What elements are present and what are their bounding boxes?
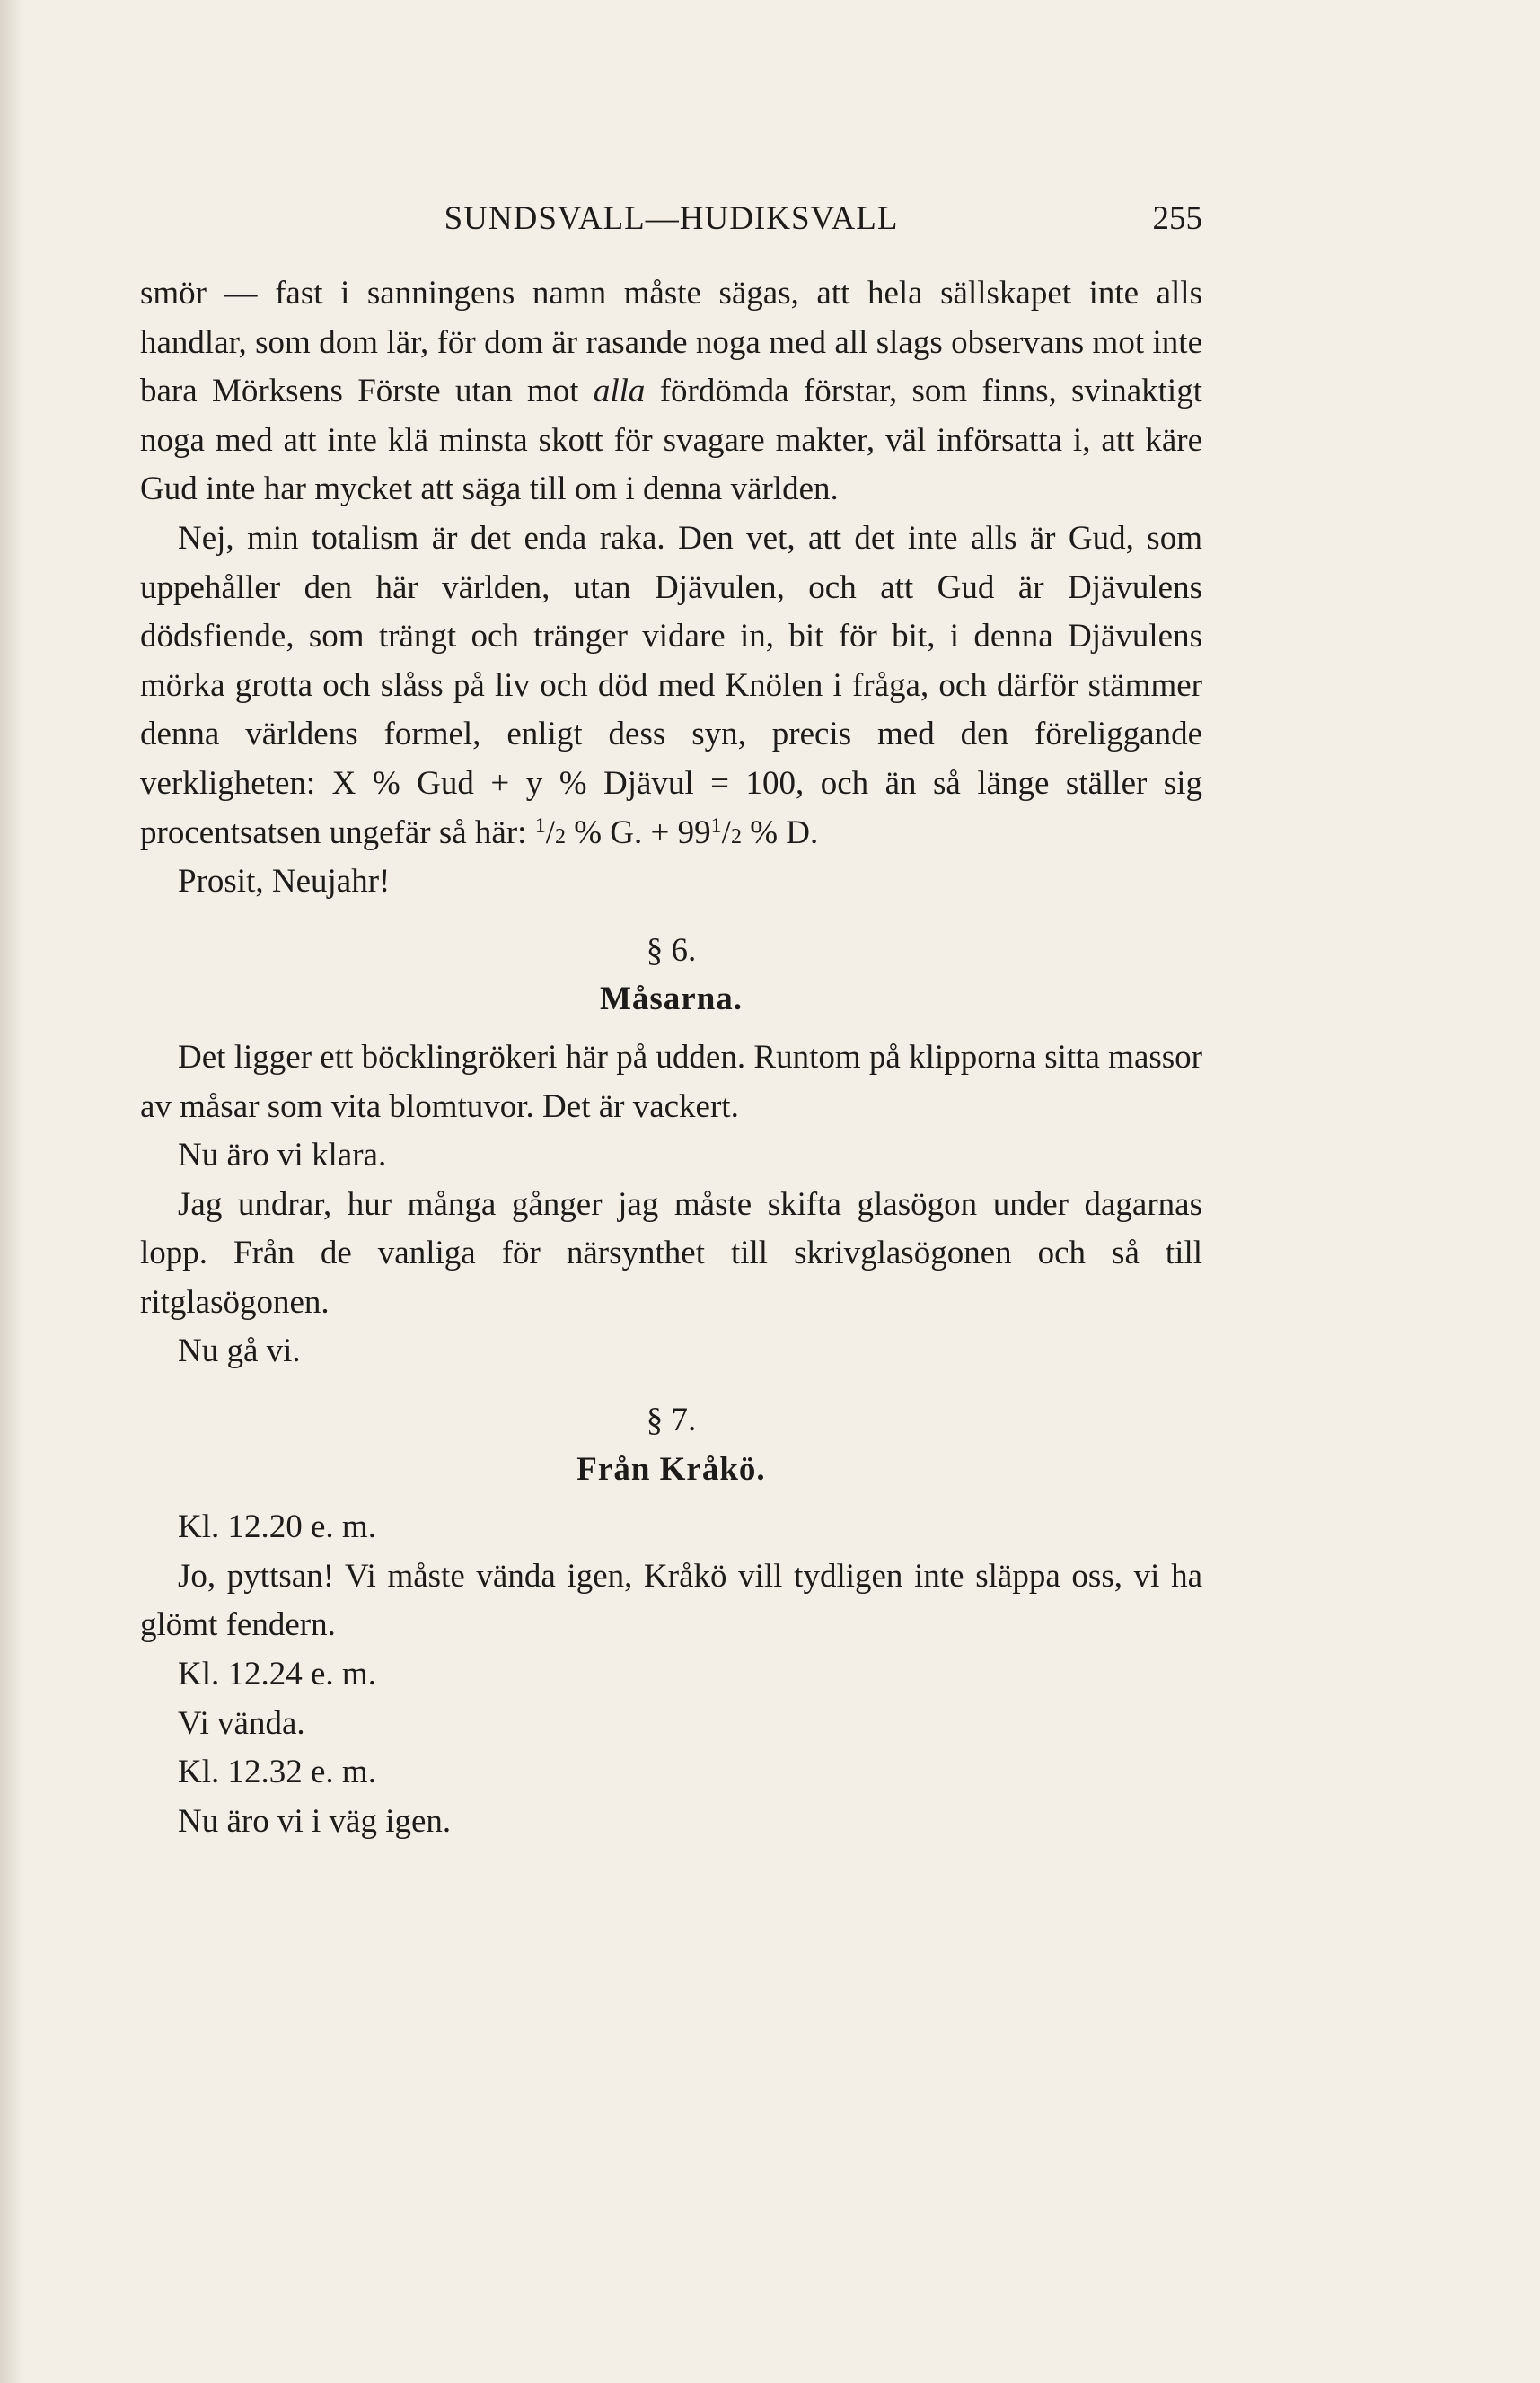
paragraph: Vi vända. <box>178 1704 305 1742</box>
section-mark: § 7. <box>646 1402 697 1439</box>
paragraph: Nu äro vi i väg igen. <box>178 1802 452 1840</box>
paragraph: Jo, pyttsan! Vi måste vända igen, Kråkö vill tydligen inte släppa oss, vi ha glömt fendern. <box>140 1557 1202 1644</box>
paragraph: Prosit, Neujahr! <box>178 863 391 901</box>
body-text <box>140 269 1202 1846</box>
page-number: 255 <box>1152 200 1202 237</box>
fraction-numerator: 1 <box>710 813 722 838</box>
paragraph: Nu äro vi klara. <box>178 1137 387 1174</box>
paragraph: Nu gå vi. <box>178 1332 301 1370</box>
running-head <box>140 199 1202 244</box>
emphasis: alla <box>593 373 646 410</box>
fraction-denominator: 2 <box>554 824 566 849</box>
paragraph: Jag undrar, hur många gånger jag måste skifta glasögon under dagarnas lopp. Från de vanliga för närsynthet till skrivglasögonen och så till ritglasögonen. <box>140 1185 1202 1321</box>
paragraph: Kl. 12.24 e. m. <box>178 1656 376 1693</box>
fraction-denominator: 2 <box>730 824 742 849</box>
paragraph: Kl. 12.20 e. m. <box>178 1508 376 1546</box>
fraction-numerator: 1 <box>534 813 546 838</box>
section-heading: Från Kråkö. <box>576 1450 766 1488</box>
page-gutter-shadow <box>0 0 23 2383</box>
paragraph: smör — fast i sanningens namn måste sägas, att hela sällskapet inte alls handlar, som dom lär, för dom är rasande noga med all slags observans mot inte bara Mörksens Förste utan mot alla fördömda förstar, som finns, svinaktigt noga med att inte klä minsta skott för svagare makter, väl införsatta i, att käre Gud inte har mycket att säga till om i denna världen. <box>140 275 1202 508</box>
paragraph: Kl. 12.32 e. m. <box>178 1754 376 1791</box>
running-title: SUNDSVALL—HUDIKSVALL <box>444 200 899 237</box>
paragraph: Nej, min totalism är det enda raka. Den vet, att det inte alls är Gud, som uppehåller den här världen, utan Djävulen, och att Gud är Djävulens dödsfiende, som trängt och tränger vidare in, bit för bit, i denna Djävulens mörka grotta och slåss på liv och död med Knölen i fråga, och därför stämmer denna världens formel, enligt dess syn, precis med den föreliggande verkligheten: X % Gud + y % Djävul = 100, och än så länge ställer sig procentsatsen ungefär så här: $^1$/2 % G. + $99^1/2$ % D. <box>140 519 1202 851</box>
section-mark: § 6. <box>646 931 697 969</box>
paragraph: Det ligger ett böcklingrökeri här på udden. Runtom på klipporna sitta massor av måsar som vita blomtuvor. Det är vackert. <box>140 1038 1202 1125</box>
section-heading: Måsarna. <box>599 980 744 1018</box>
